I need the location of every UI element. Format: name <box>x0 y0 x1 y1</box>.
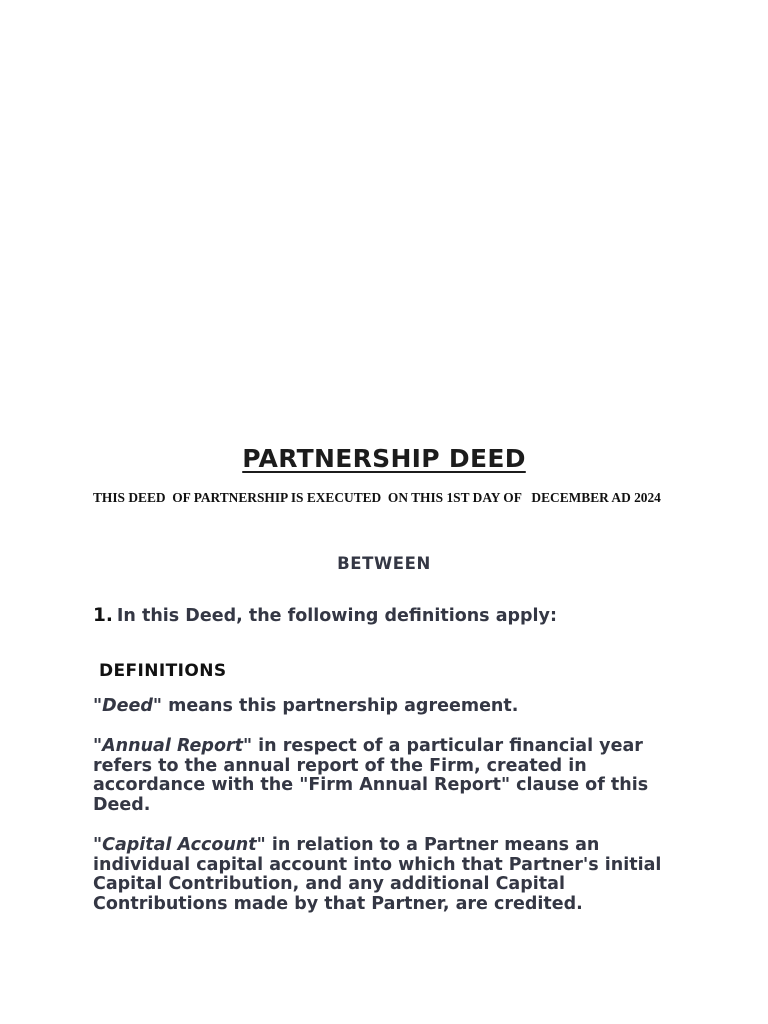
definitions-heading: DEFINITIONS <box>99 661 227 681</box>
clause-1-text: In this Deed, the following definitions apply: <box>116 606 557 626</box>
definition-term: Capital Account <box>102 835 257 855</box>
definition-text: " means this partnership agreement. <box>152 696 519 716</box>
definition-annual-report: "Annual Report" in respect of a particular financial year refers to the annual report of the Firm, created in accordance with the "Firm Annual Report" clause of this Deed. <box>93 736 649 816</box>
definition-deed: "Deed" means this partnership agreement. <box>93 696 519 716</box>
document-title <box>0 444 768 474</box>
definition-text: " in respect of a particular financial year refers to the annual report of the Firm, created in accordance with the "Firm Annual Report" clause of this Deed. <box>93 736 649 816</box>
document-title-text: PARTNERSHIP DEED <box>242 444 526 473</box>
definition-capital-account: "Capital Account" in relation to a Partner means an individual capital account into which that Partner's initial Capital Contribution, and any additional Capital Contributions made by that Partner, are credited. <box>93 835 662 915</box>
clause-1 <box>93 605 693 627</box>
definition-term: Deed <box>102 696 153 716</box>
clause-1-number: 1. <box>93 605 113 626</box>
definition-text: " in relation to a Partner means an individual capital account into which that Partner's initial Capital Contribution, and any additional Capital Contributions made by that Partner, are credited. <box>93 835 662 915</box>
definition-term: Annual Report <box>102 736 243 756</box>
between-heading: BETWEEN <box>337 554 431 573</box>
deed-execution-statement: THIS DEED OF PARTNERSHIP IS EXECUTED ON THIS 1ST DAY OF DECEMBER AD 2024 <box>93 490 661 505</box>
